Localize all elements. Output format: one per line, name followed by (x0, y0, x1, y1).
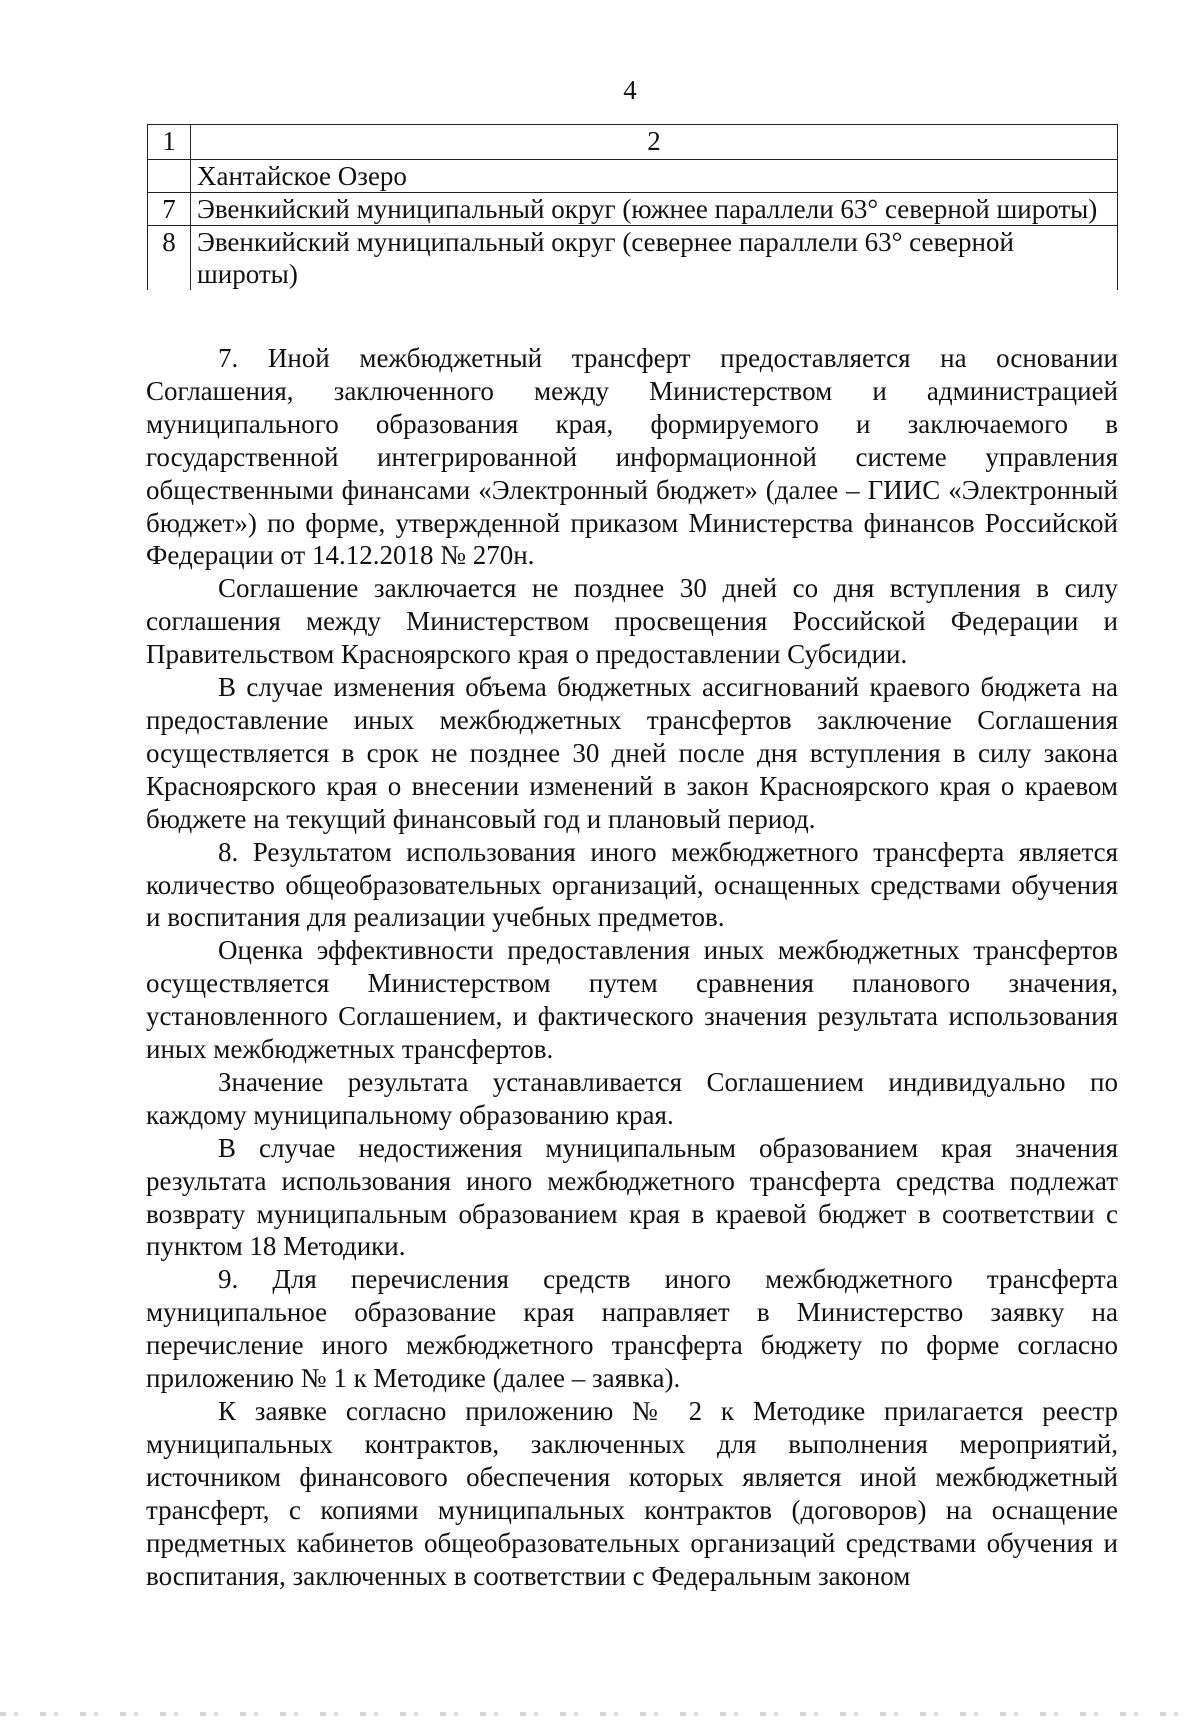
table-row-text: Эвенкийский муниципальный округ (южнее параллели 63° северной широты) (191, 193, 1118, 226)
table-row-text: Эвенкийский муниципальный округ (севернее параллели 63° северной широты) (191, 226, 1118, 291)
scan-artifact (0, 1712, 1200, 1716)
page-number: 4 (623, 75, 637, 105)
paragraph: 9. Для перечисления средств иного межбюджетного трансферта муниципальное образование края направляет в Министерство заявку на перечисление иного межбюджетного трансферта бюджету по форме согласно приложению № 1 к Методике (далее – заявка). (146, 1264, 1118, 1394)
paragraph: Соглашение заключается не позднее 30 дней со дня вступления в силу соглашения между Министерством просвещения Российской Федерации и Правительством Красноярского края о предоставлении Субсидии. (146, 573, 1118, 670)
paragraph: Оценка эффективности предоставления иных межбюджетных трансфертов осуществляется Министерством путем сравнения планового значения, установленного Соглашением, и фактического значения результата использования иных межбюджетных трансфертов. (146, 935, 1118, 1065)
document-body (146, 342, 1118, 1592)
table-row-text: Хантайское Озеро (191, 160, 1118, 193)
paragraph: Значение результата устанавливается Соглашением индивидуально по каждому муниципальному образованию края. (146, 1066, 1118, 1130)
paragraph: 7. Иной межбюджетный трансферт предоставляется на основании Соглашения, заключенного между Министерством и администрацией муниципального образования края, формируемого и заключаемого в государственной интегрированной информационной системе управления общественными финансами «Электронный бюджет» (далее – ГИИС «Электронный бюджет») по форме, утвержденной приказом Министерства финансов Российской Федерации от 14.12.2018 № 270н. (146, 343, 1118, 571)
table-row (148, 226, 1118, 291)
table-row-number: 7 (148, 193, 191, 226)
table-row (148, 193, 1118, 226)
table-row-number (148, 160, 191, 193)
regions-table (147, 124, 1118, 290)
paragraph: В случае недостижения муниципальным образованием края значения результата использования иного межбюджетного трансферта средства подлежат возврату муниципальным образованием края в краевой бюджет в соответствии с пунктом 18 Методики. (146, 1132, 1118, 1262)
table-header-cell: 1 (148, 125, 191, 160)
table-header-cell: 2 (191, 125, 1118, 160)
table-row-number: 8 (148, 226, 191, 291)
paragraph: К заявке согласно приложению № 2 к Методике прилагается реестр муниципальных контрактов, заключенных для выполнения мероприятий, источником финансового обеспечения которых является иной межбюджетный трансферт, с копиями муниципальных контрактов (договоров) на оснащение предметных кабинетов общеобразовательных организаций средствами обучения и воспитания, заключенных в соответствии с Федеральным законом (146, 1396, 1118, 1591)
table-header-row (148, 125, 1118, 160)
paragraph: В случае изменения объема бюджетных ассигнований краевого бюджета на предоставление иных межбюджетных трансфертов заключение Соглашения осуществляется в срок не позднее 30 дней после дня вступления в силу закона Красноярского края о внесении изменений в закон Красноярского края о краевом бюджете на текущий финансовый год и плановый период. (146, 672, 1118, 834)
paragraph: 8. Результатом использования иного межбюджетного трансферта является количество общеобразовательных организаций, оснащенных средствами обучения и воспитания для реализации учебных предметов. (146, 836, 1118, 933)
table-row (148, 160, 1118, 193)
